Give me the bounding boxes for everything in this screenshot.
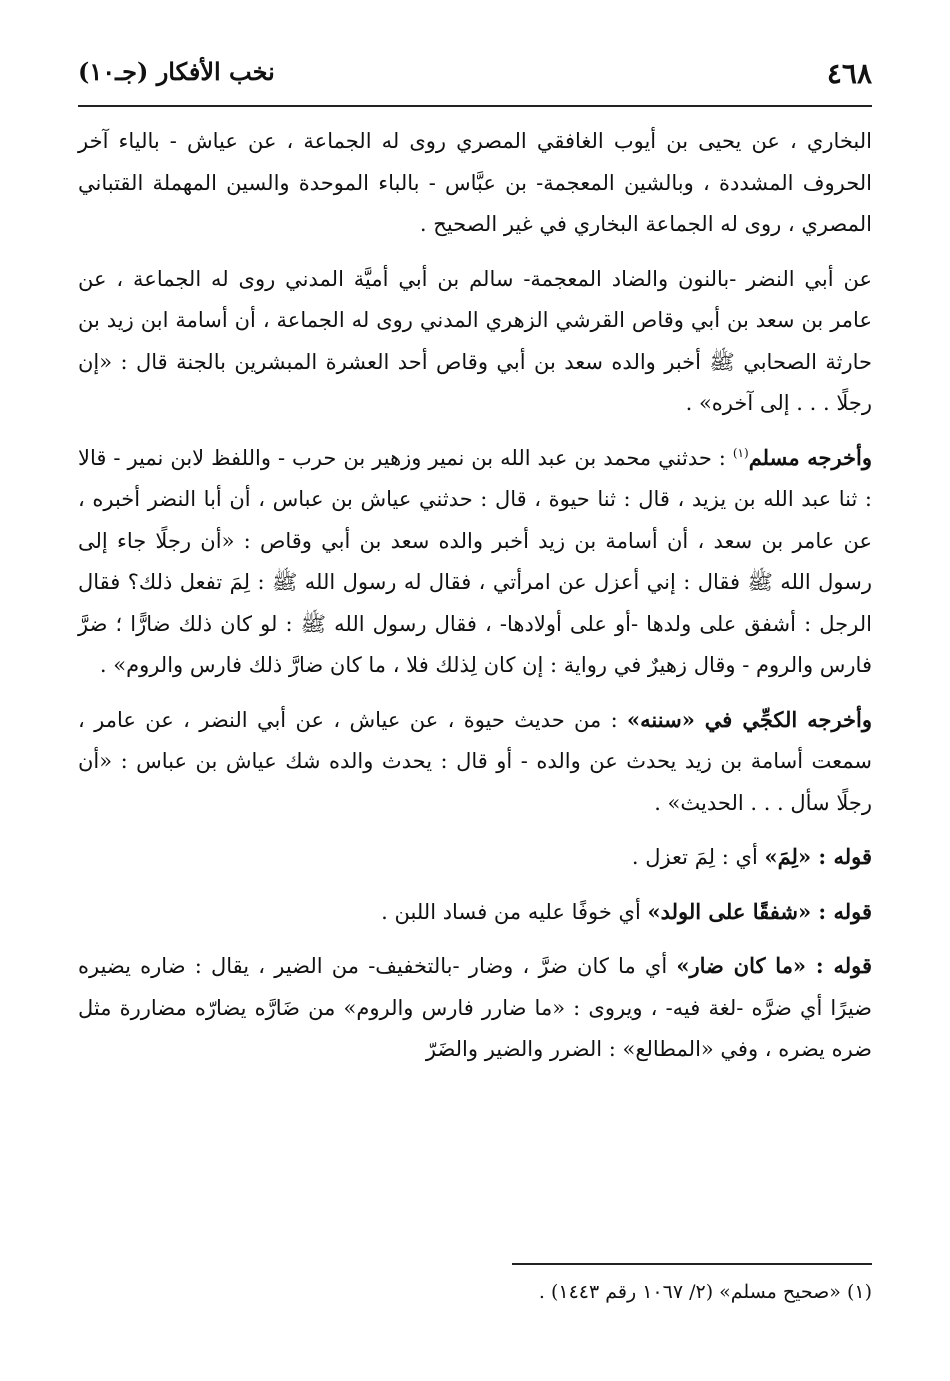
running-title: نخب الأفكار (جـ١٠) <box>78 57 275 86</box>
paragraph-lead: وأخرجه مسلم <box>748 444 872 470</box>
paragraph-text: البخاري ، عن يحيى بن أيوب الغافقي المصري روى له الجماعة ، عن عياش - بالياء آخر الحروف المشددة ، وبالشين المعجمة- بن عبَّاس - بالباء الموحدة والسين المهملة القتباني المصري ، روى له الجماعة البخاري في غير الصحيح . <box>78 129 872 236</box>
paragraph-lead: قوله : «لِمَ» <box>764 844 872 869</box>
paragraph-text: أي : لِمَ تعزل . <box>631 845 765 869</box>
paragraph-lead: قوله : «شفقًا على الولد» <box>647 898 872 924</box>
paragraph-text: : حدثني محمد بن عبد الله بن نمير وزهير بن حرب - واللفظ لابن نمير - قالا : ثنا عبد الله بن يزيد ، قال : ثنا حيوة ، قال : حدثني عياش بن عباس ، أن أبا النضر أخبره ، عن عامر بن سعد ، أن أسامة بن زيد أخبر والده سعد بن أبي وقاص : «أن رجلًا جاء إلى رسول الله ﷺ فقال : إني أعزل عن امرأتي ، فقال له رسول الله ﷺ : لِمَ تفعل ذلك؟ فقال الرجل : أشفق على ولدها -أو على أولادها- ، فقال رسول الله ﷺ : لو كان ذلك ضارًّا ؛ ضرَّ فارس والروم - وقال زهيرٌ في رواية : إن كان لِذلك فلا ، ما كان ضارَّ ذلك فارس والروم» . <box>78 445 872 677</box>
main-text <box>78 120 872 1083</box>
footnote-reference: (١) <box>732 445 749 460</box>
paragraph-lead: وأخرجه الكجِّي في «سننه» <box>627 706 872 732</box>
footnote: (١) «صحيح مسلم» (٢/ ١٠٦٧ رقم ١٤٤٣) . <box>538 1281 872 1303</box>
paragraph <box>78 699 872 825</box>
paragraph-text: عن أبي النضر -بالنون والضاد المعجمة- سالم بن أبي أميَّة المدني روى له الجماعة ، عن عامر بن سعد بن أبي وقاص القرشي الزهري المدني روى له الجماعة ، أن أسامة ابن زيد بن حارثة الصحابي ﷺ أخبر والده سعد بن أبي وقاص أحد العشرة المبشرين بالجنة قال : «إن رجلًا . . . إلى آخره» . <box>78 266 872 415</box>
paragraph-text: أي ما كان ضرَّ ، وضار -بالتخفيف- من الضير ، يقال : ضاره يضيره ضيرًا أي ضرَّه -لغة فيه- ، ويروى : «ما ضارر فارس والروم» من ضَارَّه يضارّه مضاررة مثل ضره يضره ، وفي «المطالع» : الضرر والضير والضَرّ <box>78 954 872 1061</box>
page-number: ٤٦٨ <box>826 57 872 90</box>
paragraph <box>78 258 872 425</box>
paragraph-text: أي خوفًا عليه من فساد اللبن . <box>381 899 648 924</box>
paragraph <box>78 836 872 879</box>
paragraph <box>78 891 872 934</box>
paragraph-lead: قوله : «ما كان ضار» <box>676 953 872 978</box>
page-header <box>78 55 872 95</box>
paragraph <box>78 945 872 1071</box>
footnote-divider <box>512 1263 872 1265</box>
paragraph <box>78 120 872 246</box>
header-divider <box>78 105 872 107</box>
paragraph <box>78 437 872 687</box>
paragraph-text: : من حديث حيوة ، عن عياش ، عن أبي النضر ، عن عامر ، سمعت أسامة بن زيد يحدث عن والده - أو قال : يحدث والده شك عياش بن عباس : «أن رجلًا سأل . . . الحديث» . <box>78 707 872 815</box>
